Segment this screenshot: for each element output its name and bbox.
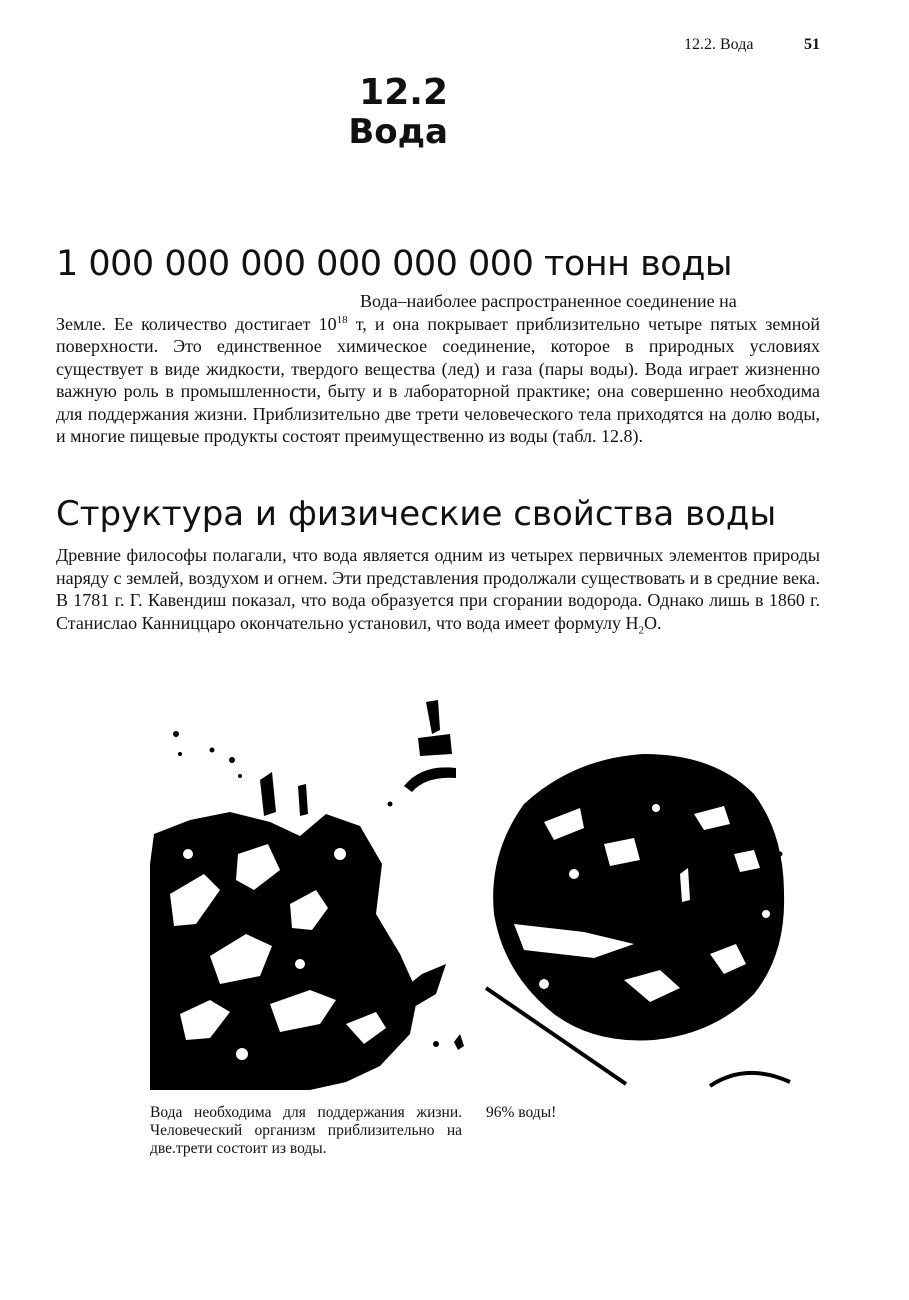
page-number: 51 bbox=[804, 36, 820, 53]
caption-left: Вода необходима для поддержания жизни. Человеческий организм приблизительно на две.трети состоит из воды. bbox=[150, 1104, 462, 1157]
section-heading-structure: Структура и физические свойства воды bbox=[56, 494, 777, 534]
running-head-section: 12.2. Вода bbox=[684, 36, 754, 53]
chapter-title: Вода bbox=[348, 112, 448, 152]
history-paragraph bbox=[56, 544, 820, 637]
section-heading-tons: 1 000 000 000 000 000 000 тонн воды bbox=[56, 244, 733, 284]
photo-human-figure bbox=[150, 694, 470, 1090]
intro-paragraph-text-a: Земле. Ее количество достигает 10 bbox=[56, 313, 337, 334]
chapter-number: 12.2 bbox=[359, 72, 448, 113]
running-head bbox=[660, 36, 820, 60]
intro-paragraph bbox=[56, 290, 820, 448]
photo-tomato bbox=[484, 744, 794, 1090]
history-paragraph-text-a: Древние философы полагали, что вода является одним из четырех первичных элементов природы наряду с землей, воздухом и огнем. Эти представления продолжали существовать и в средние века. В 1781 г. Г. Кавендиш показал, что вода образуется при сгорании водорода. Однако лишь в 1860 г. Станислао Канниццаро окончательно установил, что вода имеет формулу H bbox=[56, 545, 820, 633]
formula-subscript: 2 bbox=[638, 624, 645, 637]
exponent: 18 bbox=[336, 313, 348, 326]
history-paragraph-text-b: O. bbox=[644, 612, 662, 633]
intro-paragraph-first-line: Вода–наиболее распространенное соединение на bbox=[360, 291, 737, 311]
intro-paragraph-text-b: т, и она покрывает приблизительно четыре пятых земной поверхности. Это единственное химическое соединение, которое в природных условиях существует в виде жидкости, твердого вещества (лед) и газа (пары воды). Вода играет жизненно важную роль в промышленности, быту и в лабораторной практике; она совершенно необходима для поддержания жизни. Приблизительно две трети человеческого тела приходятся на долю воды, и многие пищевые продукты состоят преимущественно из воды (табл. 12.8). bbox=[56, 313, 820, 446]
caption-right: 96% воды! bbox=[486, 1104, 557, 1121]
